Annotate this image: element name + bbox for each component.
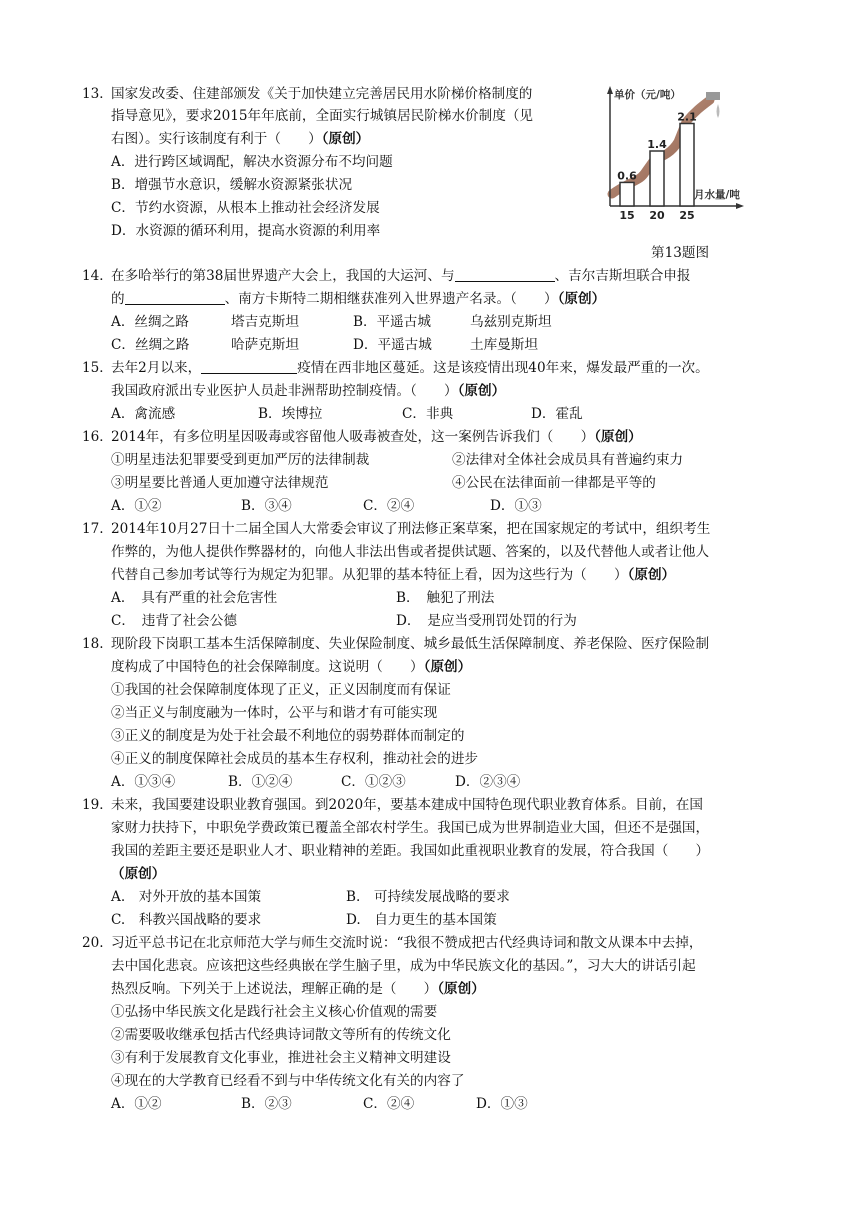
q18-statement-1: ①我国的社会保障制度体现了正义，正义因制度而有保证 [111, 682, 451, 698]
q18-option-a: A．①③④ [111, 774, 176, 790]
water-price-chart [598, 82, 748, 222]
q17-option-b: B． 触犯了刑法 [396, 590, 495, 606]
q15-stem-line2: 我国政府派出专业医护人员赴非洲帮助控制疫情。（ ）（原创） [111, 383, 506, 399]
q20-option-a: A．①② [111, 1096, 162, 1112]
q13-option-b: B．增强节水意识，缓解水资源紧张状况 [111, 177, 353, 193]
q20-option-b: B．②③ [241, 1096, 292, 1112]
q20-option-d: D．①③ [476, 1096, 528, 1112]
q14-stem-line1: 在多哈举行的第38届世界遗产大会上，我国的大运河、与 、吉尔吉斯坦联合申报 [111, 268, 691, 284]
q13-option-a: A．进行跨区域调配，解决水资源分布不均问题 [111, 154, 393, 170]
q16-statement-2: ②法律对全体社会成员具有普遍约束力 [452, 452, 684, 468]
q14-option-c: C．丝绸之路 哈萨克斯坦 [111, 337, 299, 353]
faucet-graphic [706, 92, 720, 100]
q16-option-b: B．③④ [241, 498, 292, 514]
q15-option-b: B．埃博拉 [258, 406, 323, 422]
q16-option-a: A．①② [111, 498, 162, 514]
q17-stem-line2: 作弊的，为他人提供作弊器材的，向他人非法出售或者提供试题、答案的，以及代替他人或者让他人 [111, 544, 710, 560]
q14-stem-line2: 的 、南方卡斯特二期相继获准列入世界遗产名录。（ ）（原创） [111, 291, 606, 307]
x-tick-label: 20 [649, 209, 665, 222]
x-tick-label: 15 [619, 209, 635, 222]
q14-option-a: A．丝绸之路 塔吉克斯坦 [111, 314, 299, 330]
q14-number: 14． [82, 268, 113, 284]
q17-option-d: D． 是应当受刑罚处罚的行为 [396, 613, 577, 629]
q13-option-d: D．水资源的循环利用，提高水资源的利用率 [111, 223, 381, 239]
q20-statement-3: ③有利于发展教育文化事业，推进社会主义精神文明建设 [111, 1050, 451, 1066]
bar-value-label: 1.4 [647, 138, 667, 151]
q13-stem-line2: 指导意见》，要求2015年年底前，全面实行城镇居民阶梯水价制度（见 [111, 108, 534, 124]
q19-stem-line2: 家财力扶持下，中职免学费政策已覆盖全部农村学生。我国已成为世界制造业大国，但还不是强国， [111, 820, 710, 836]
q15-original-tag: （原创） [457, 383, 506, 399]
q16-option-d: D．①③ [490, 498, 542, 514]
q20-statement-2: ②需要吸收继承包括古代经典诗词散文等所有的传统文化 [111, 1027, 451, 1043]
q17-stem-line3: 代替自己参加考试等行为规定为犯罪。从犯罪的基本特征上看，因为这些行为（ ）（原创） [111, 567, 676, 583]
q15-option-d: D．霍乱 [531, 406, 583, 422]
x-axis-label: 月水量/吨 [694, 189, 740, 201]
q18-statement-3: ③正义的制度是为处于社会最不利地位的弱势群体而制定的 [111, 728, 465, 744]
q13-figure-caption: 第13题图 [651, 245, 710, 261]
bar-value-label: 2.1 [677, 110, 697, 124]
q18-stem-line1: 现阶段下岗职工基本生活保障制度、失业保险制度、城乡最低生活保障制度、养老保险、医疗保险制 [111, 636, 710, 652]
q20-stem-line3: 热烈反响。下列关于上述说法，理解正确的是（ ）（原创） [111, 981, 485, 997]
bar [680, 124, 694, 207]
q14-option-b: B．平遥古城 乌兹别克斯坦 [353, 314, 552, 330]
q19-number: 19． [82, 797, 113, 813]
q20-stem-line2: 去中国化悲哀。应该把这些经典嵌在学生脑子里，成为中华民族文化的基因。”，习大大的讲话引起 [111, 958, 696, 974]
y-axis-arrow [607, 86, 613, 94]
q19-option-d: D. 自力更生的基本国策 [346, 912, 497, 928]
bar [620, 182, 634, 206]
q16-stem-line1: 2014年，有多位明星因吸毒或容留他人吸毒被查处，这一案例告诉我们（ ）（原创） [111, 429, 642, 445]
q20-stem-line1: 习近平总书记在北京师范大学与师生交流时说：“我很不赞成把古代经典诗词和散文从课本中去掉， [111, 935, 703, 951]
q14-option-d: D．平遥古城 土库曼斯坦 [353, 337, 538, 353]
q20-statement-4: ④现在的大学教育已经看不到与中华传统文化有关的内容了 [111, 1073, 465, 1089]
q14-blank-2 [125, 290, 225, 305]
q15-stem-line1: 去年2月以来， 疫情在西非地区蔓延。这是该疫情出现40年来，爆发最严重的一次。 [111, 360, 709, 376]
q20-option-c: C．②④ [363, 1096, 415, 1112]
q15-option-c: C．非典 [402, 406, 454, 422]
q16-statement-4: ④公民在法律面前一律都是平等的 [452, 475, 656, 491]
q18-statement-4: ④正义的制度保障社会成员的基本生存权利，推动社会的进步 [111, 751, 479, 767]
q18-option-d: D．②③④ [455, 774, 521, 790]
q19-stem-line3: 我国的差距主要还是职业人才、职业精神的差距。我国如此重视职业教育的发展，符合我国（ ） [111, 843, 710, 859]
q18-statement-2: ②当正义与制度融为一体时，公平与和谐才有可能实现 [111, 705, 438, 721]
q15-blank [201, 359, 297, 374]
q18-option-c: C．①②③ [341, 774, 406, 790]
q17-option-c: C． 违背了社会公德 [111, 613, 237, 629]
water-drop-graphic [717, 104, 720, 118]
q19-original-tag: （原创） [111, 866, 166, 882]
q20-original-tag: （原创） [437, 981, 485, 997]
q18-number: 18. [82, 636, 104, 652]
q17-number: 17. [82, 521, 104, 537]
q17-option-a: A． 具有严重的社会危害性 [111, 590, 278, 606]
x-tick-label: 25 [679, 209, 695, 222]
q19-stem-line1: 未来，我国要建设职业教育强国。到2020年，要基本建成中国特色现代职业教育体系。目前，在国 [111, 797, 703, 813]
q18-option-b: B．①②④ [228, 774, 293, 790]
q17-stem-line1: 2014年10月27日十二届全国人大常委会审议了刑法修正案草案，把在国家规定的考试中，组织考生 [111, 521, 711, 537]
q13-original-tag: （原创） [321, 131, 370, 147]
q15-number: 15． [82, 360, 113, 376]
bar-value-label: 0.6 [617, 169, 637, 183]
q18-original-tag: （原创） [423, 659, 472, 675]
q16-option-c: C．②④ [363, 498, 415, 514]
q15-option-a: A．禽流感 [111, 406, 176, 422]
q13-stem-line1: 国家发改委、住建部颁发《关于加快建立完善居民用水阶梯价格制度的 [111, 86, 533, 102]
q13-stem-line3: 右图）。实行该制度有利于（ ）（原创） [111, 131, 370, 147]
q13-option-c: C．节约水资源，从根本上推动社会经济发展 [111, 200, 380, 216]
q16-statement-3: ③明星要比普通人更加遵守法律规范 [111, 475, 329, 491]
q17-original-tag: （原创） [627, 567, 676, 583]
q20-number: 20. [82, 935, 104, 951]
q20-statement-1: ①弘扬中华民族文化是践行社会主义核心价值观的需要 [111, 1004, 438, 1020]
q13-number: 13． [82, 86, 113, 102]
y-axis-label: 单价（元/吨） [614, 89, 681, 101]
q14-blank-1 [455, 267, 555, 282]
q16-statement-1: ①明星违法犯罪要受到更加严厉的法律制裁 [111, 452, 370, 468]
q16-number: 16． [82, 429, 113, 445]
bar [650, 151, 664, 206]
q18-stem-line2: 度构成了中国特色的社会保障制度。这说明（ ）（原创） [111, 659, 472, 675]
q16-original-tag: （原创） [594, 429, 642, 445]
q19-option-a: A. 对外开放的基本国策 [111, 889, 262, 905]
q19-option-b: B. 可持续发展战略的要求 [346, 889, 510, 905]
q19-option-c: C. 科教兴国战略的要求 [111, 912, 262, 928]
x-axis-arrow [736, 203, 744, 209]
q14-original-tag: （原创） [557, 291, 606, 307]
